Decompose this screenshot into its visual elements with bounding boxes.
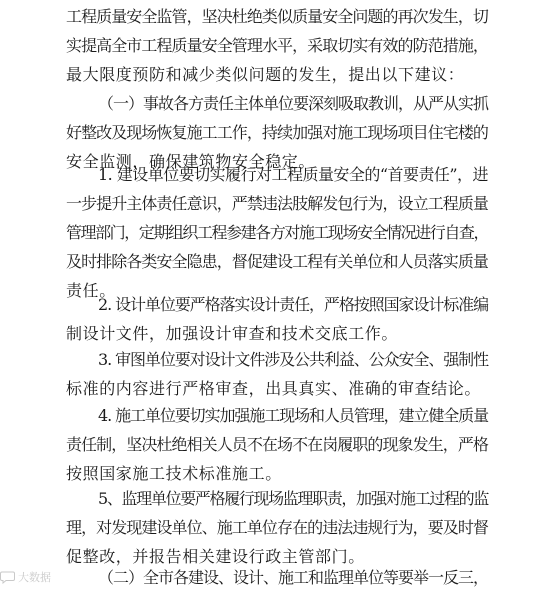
text-line: 3. 审图单位要对设计文件涉及公共利益、公众安全、强制性 bbox=[98, 350, 488, 369]
paragraph bbox=[66, 2, 488, 89]
text-line: 5、监理单位要严格履行现场监理职责，加强对施工过程的监 bbox=[98, 489, 488, 508]
paragraph bbox=[66, 563, 488, 592]
text-line: （一）事故各方责任主体单位要深刻吸取教训，从严从实抓 bbox=[98, 94, 488, 113]
paragraph bbox=[66, 345, 488, 403]
text-line: 最大限度预防和减少类似问题的发生，提出以下建议： bbox=[66, 65, 465, 84]
watermark-text: 大数据 bbox=[18, 571, 51, 584]
text-line: 1. 建设单位要切实履行对工程质量安全的“首要责任”，进 bbox=[98, 165, 488, 184]
text-line: 标准的内容进行严格审查，出具真实、准确的审查结论。 bbox=[66, 379, 482, 398]
paragraph bbox=[66, 484, 488, 571]
text-line: 制设计文件，加强设计审查和技术交底工作。 bbox=[66, 324, 399, 343]
text-line: 责任。 bbox=[66, 281, 116, 300]
text-line: 促整改，并报告相关建设行政主管部门。 bbox=[66, 547, 365, 566]
paragraph bbox=[66, 160, 488, 305]
paragraph bbox=[66, 401, 488, 488]
text-line: 工程质量安全监管，坚决杜绝类似质量安全问题的再次发生，切 bbox=[66, 7, 488, 26]
chat-bubble-icon bbox=[0, 571, 15, 584]
text-line: （二）全市各建设、设计、施工和监理单位等要举一反三， bbox=[98, 568, 488, 587]
text-line: 安全监测，确保建筑物安全稳定。 bbox=[66, 152, 316, 171]
text-line: 理，对发现建设单位、施工单位存在的违法违规行为，要及时督 bbox=[66, 518, 488, 537]
watermark bbox=[0, 569, 51, 585]
text-line: 实提高全市工程质量安全管理水平，采取切实有效的防范措施， bbox=[66, 36, 488, 55]
text-line: 好整改及现场恢复施工工作，持续加强对施工现场项目住宅楼的 bbox=[66, 123, 488, 142]
paragraph bbox=[66, 290, 488, 348]
text-line: 按照国家施工技术标准施工。 bbox=[66, 464, 282, 483]
text-line: 及时排除各类安全隐患，督促建设工程有关单位和人员落实质量 bbox=[66, 252, 488, 271]
text-line: 责任制，坚决杜绝相关人员不在场不在岗履职的现象发生，严格 bbox=[66, 435, 488, 454]
text-line: 2. 设计单位要严格落实设计责任，严格按照国家设计标准编 bbox=[98, 295, 488, 314]
text-line: 管理部门，定期组织工程参建各方对施工现场安全情况进行自查， bbox=[66, 223, 488, 242]
text-line: 一步提升主体责任意识，严禁违法肢解发包行为，设立工程质量 bbox=[66, 194, 488, 213]
text-line: 4. 施工单位要切实加强施工现场和人员管理，建立健全质量 bbox=[98, 406, 488, 425]
